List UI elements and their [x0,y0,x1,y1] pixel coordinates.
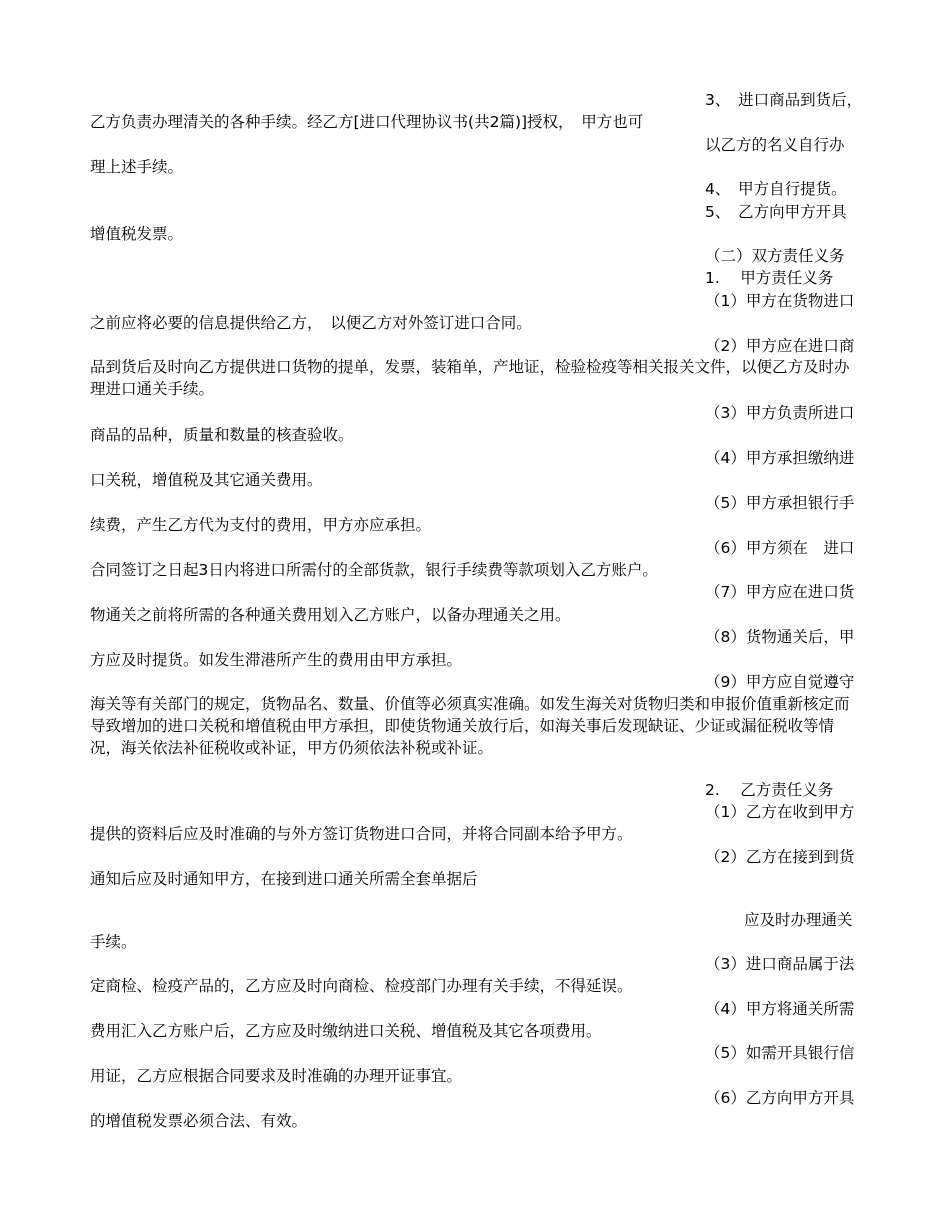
clause-number: （6）甲方须在 进口 [705,539,855,557]
paragraph-line: 应及时办理通关 [744,911,853,929]
paragraph-block: 品到货后及时向乙方提供进口货物的提单，发票，装箱单，产地证，检验检疫等相关报关文件，以便乙方及时办理进口通关手续。 [90,358,850,398]
subsection-heading: 2. 乙方责任义务 [705,781,834,799]
clause-number: （1）乙方在收到甲方 [705,803,855,821]
paragraph-line: 通知后应及时通知甲方，在接到进口通关所需全套单据后 [90,870,478,888]
clause-number: （7）甲方应在进口货 [705,583,855,601]
paragraph-line: 增值税发票。 [90,225,184,243]
clause-number: （2）甲方应在进口商 [705,337,855,355]
paragraph-line: 理上述手续。 [90,158,184,176]
paragraph-line: 手续。 [90,933,137,951]
paragraph-line: 的增值税发票必须合法、有效。 [90,1112,308,1130]
paragraph-line: 定商检、检疫产品的，乙方应及时向商检、检疫部门办理有关手续，不得延误。 [90,977,633,995]
clause-number: （1）甲方在货物进口 [705,292,855,310]
clause-number: （4）甲方承担缴纳进 [705,449,855,467]
subsection-heading: 1. 甲方责任义务 [705,269,834,287]
clause-number: （3）进口商品属于法 [705,955,855,973]
paragraph-line: 方应及时提货。如发生滞港所产生的费用由甲方承担。 [90,651,463,669]
paragraph-line: 之前应将必要的信息提供给乙方， 以便乙方对外签订进口合同。 [90,314,532,332]
paragraph-line: 以乙方的名义自行办 [705,136,845,154]
paragraph-line: 用证，乙方应根据合同要求及时准确的办理开证事宜。 [90,1067,463,1085]
paragraph-line: 口关税，增值税及其它通关费用。 [90,471,323,489]
paragraph-line: 商品的品种，质量和数量的核查验收。 [90,426,354,444]
clause-number: （8）货物通关后，甲 [705,628,855,646]
clause-number: （3）甲方负责所进口 [705,404,855,422]
paragraph-line: 费用汇入乙方账户后，乙方应及时缴纳进口关税、增值税及其它各项费用。 [90,1022,602,1040]
clause-number: （5）如需开具银行信 [705,1044,855,1062]
paragraph-line: 乙方负责办理清关的各种手续。经乙方[进口代理协议书(共2篇)]授权， 甲方也可 [90,113,644,131]
paragraph-line: 物通关之前将所需的各种通关费用划入乙方账户，以备办理通关之用。 [90,606,571,624]
paragraph-line: 提供的资料后应及时准确的与外方签订货物进口合同，并将合同副本给予甲方。 [90,825,633,843]
paragraph-block: 海关等有关部门的规定，货物品名、数量、价值等必须真实准确。如发生海关对货物归类和申报价值重新核定而导致增加的进口关税和增值税由甲方承担，即使货物通关放行后，如海关事后发现缺证、少证或漏征税收等情况，海关依法补征税收或补证，甲方仍须依法补税或补证。 [90,695,850,757]
clause-number: （4）甲方将通关所需 [705,1000,855,1018]
section-heading: （二）双方责任义务 [705,247,845,265]
clause-number: （9）甲方应自觉遵守 [705,673,855,691]
item-4: 4、 甲方自行提货。 [705,180,847,198]
paragraph-line: 合同签订之日起3日内将进口所需付的全部货款，银行手续费等款项划入乙方账户。 [90,561,658,579]
clause-number: （2）乙方在接到到货 [705,848,855,866]
clause-number: （6）乙方向甲方开具 [705,1089,855,1107]
item-5: 5、 乙方向甲方开具 [705,203,847,221]
item-3: 3、 进口商品到货后， [705,91,863,109]
paragraph-line: 续费，产生乙方代为支付的费用，甲方亦应承担。 [90,516,432,534]
clause-number: （5）甲方承担银行手 [705,494,855,512]
